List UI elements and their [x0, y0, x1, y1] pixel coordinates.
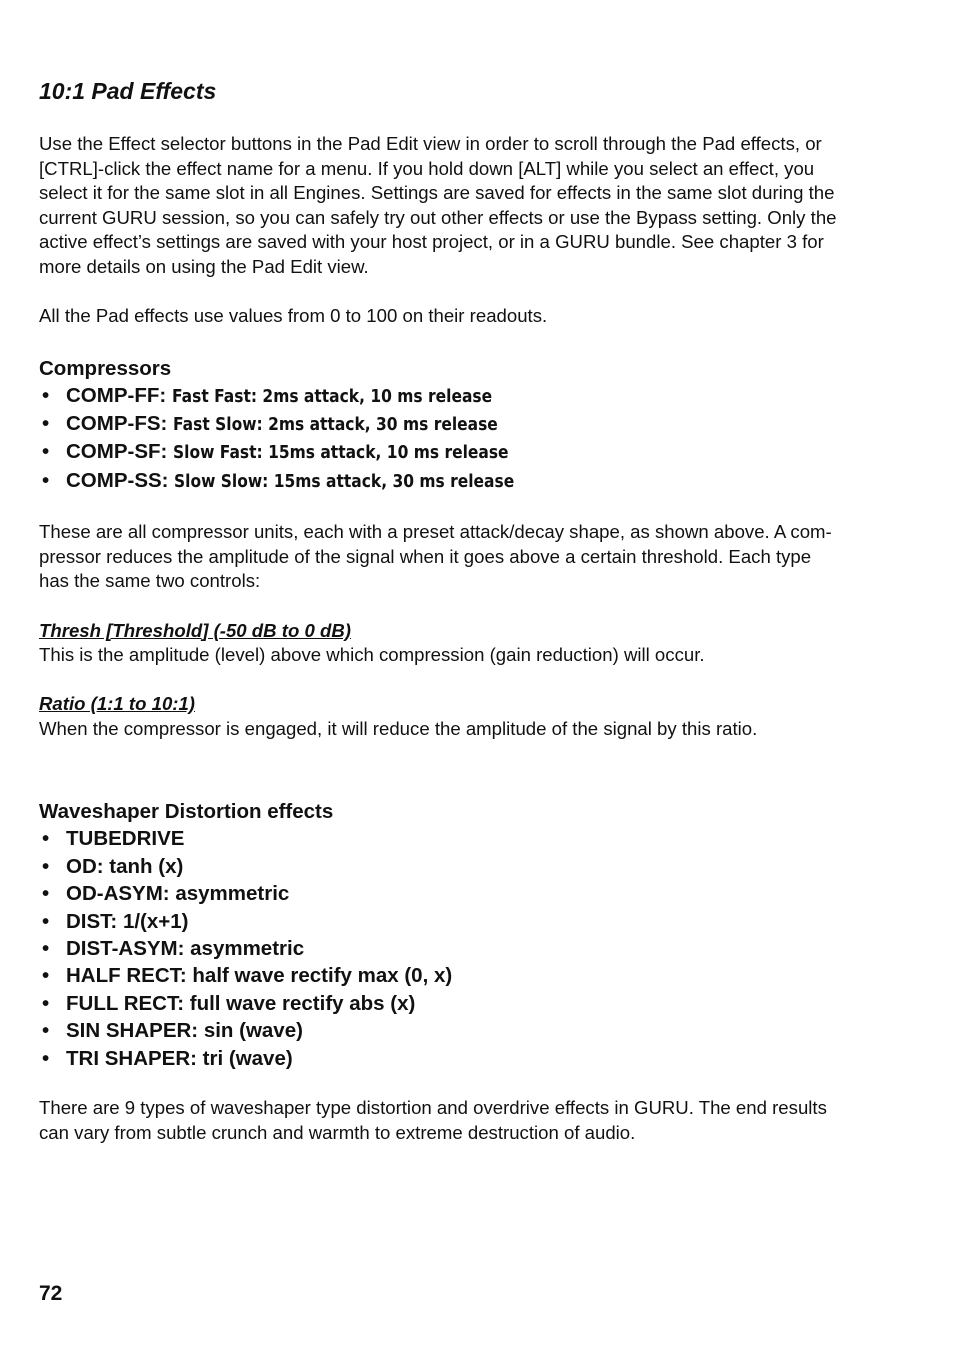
list-item: • FULL RECT: full wave rectify abs (x)	[42, 991, 416, 1015]
list-item: • COMP-SF: Slow Fast: 15ms attack, 10 ms release	[42, 440, 509, 464]
intro-paragraph: Use the Effect selector buttons in the Pad Edit view in order to scroll through the Pad effects, or [CTRL]-click the effect name for a menu. If you hold down [ALT] while you select an effect, you select it for the same slot in all Engines. Settings are saved for effects in the same slot during the current GURU session, so you can safely try out other effects or use the Bypass setting. Only the active effect’s settings are saved with your host project, or in a GURU bundle. See chapter 3 for more details on using the Pad Edit view.	[39, 133, 837, 277]
list-item: • TUBEDRIVE	[42, 827, 185, 851]
waveshaper-heading: Waveshaper Distortion effects	[39, 800, 334, 824]
ratio-label: Ratio (1:1 to 10:1)	[39, 693, 196, 715]
thresh-text: This is the amplitude (level) above which compression (gain reduction) will occur.	[39, 644, 705, 666]
compressor-description: These are all compressor units, each with a preset attack/decay shape, as shown above. A com- pressor reduces the amplitude of the signal when it goes above a certain threshold. Each type has the same two controls:	[39, 521, 832, 592]
waveshaper-list	[39, 825, 919, 1072]
compressors-heading: Compressors	[39, 356, 172, 380]
thresh-label: Thresh [Threshold] (-50 dB to 0 dB)	[39, 619, 351, 641]
list-item: • TRI SHAPER: tri (wave)	[42, 1046, 293, 1070]
ratio-text: When the compressor is engaged, it will reduce the amplitude of the signal by this ratio.	[39, 717, 758, 739]
list-item: • SIN SHAPER: sin (wave)	[42, 1019, 303, 1043]
list-item: • OD: tanh (x)	[42, 854, 184, 878]
list-item: • COMP-FF: Fast Fast: 2ms attack, 10 ms release	[42, 383, 493, 407]
page-content	[39, 76, 919, 1145]
page-number: 72	[39, 1282, 63, 1305]
waveshaper-description: There are 9 types of waveshaper type distortion and overdrive effects in GURU. The end results can vary from subtle crunch and warmth to extreme destruction of audio.	[39, 1097, 827, 1143]
list-item: • OD-ASYM: asymmetric	[42, 882, 290, 906]
list-item: • COMP-FS: Fast Slow: 2ms attack, 30 ms release	[42, 412, 498, 436]
list-item: • COMP-SS: Slow Slow: 15ms attack, 30 ms release	[42, 468, 515, 492]
list-item: • DIST: 1/(x+1)	[42, 909, 189, 933]
compressor-list	[39, 382, 919, 496]
list-item: • HALF RECT: half wave rectify max (0, x)	[42, 964, 453, 988]
section-title: 10:1 Pad Effects	[39, 78, 217, 104]
list-item: • DIST-ASYM: asymmetric	[42, 937, 305, 961]
values-note: All the Pad effects use values from 0 to 100 on their readouts.	[39, 305, 548, 327]
